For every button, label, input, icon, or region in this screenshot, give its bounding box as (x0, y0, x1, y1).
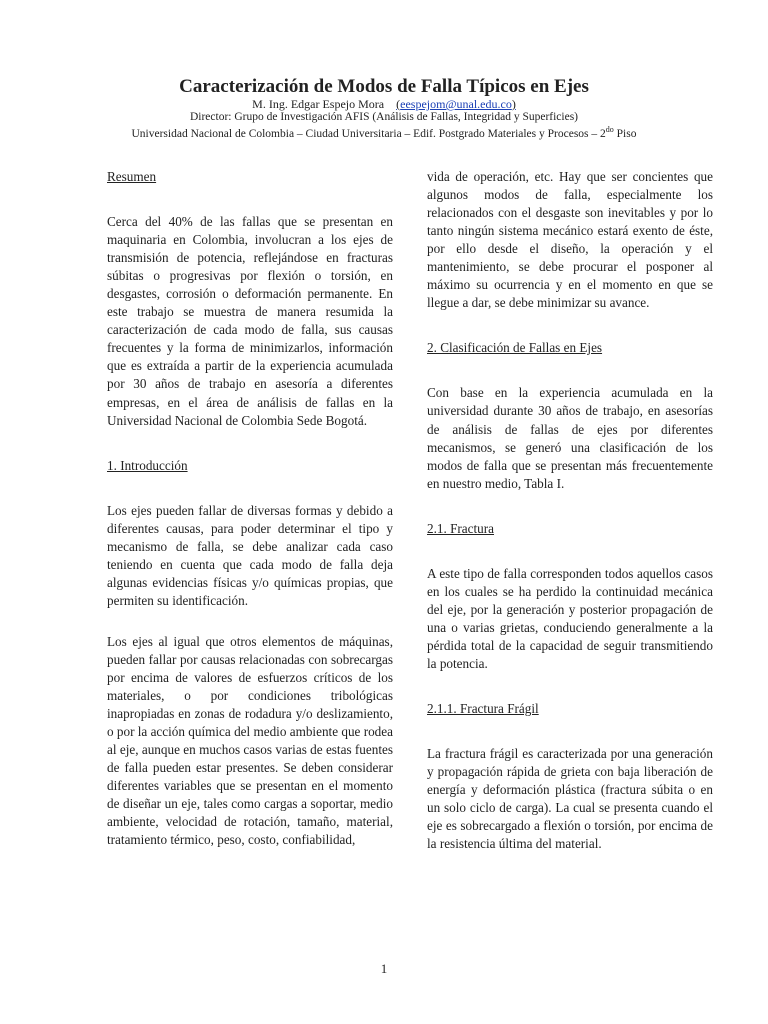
fracture-paragraph: A este tipo de falla corresponden todos aquellos casos en los cuales se ha perdido la continuidad mecánica del eje, por la generación y posterior propagación de una o varias grietas, conduciendo generalmente a la pérdida total de la capacidad de seguir transmitiendo la potencia. (427, 565, 713, 671)
affiliation-end: Piso (613, 127, 637, 140)
director-line: Director: Grupo de Investigación AFIS (Análisis de Fallas, Integridad y Superficies) (189, 111, 579, 123)
continuation-paragraph: vida de operación, etc. Hay que ser concientes que algunos modos de falla, especialmente los relacionados con el desgaste son inevitables y por lo tanto ningún sistema mecánico estará exento de éste, por ello desde el diseño, la operación y el mantenimiento, se debe procurar el posponer al máximo su ocurrencia y en el momento en que se llegue a dar, se debe minimizar su avance. (427, 169, 713, 311)
classification-paragraph: Con base en la experiencia acumulada en la universidad durante 30 años de trabajo, en asesorías de análisis de fallas de ejes por diferentes mecanismos, se generó una clasificación de los modos de falla que se presentan más frecuentemente en nuestro medio, Tabla I. (427, 385, 713, 491)
classification-heading: 2. Clasificación de Fallas en Ejes (427, 340, 603, 356)
author-email-text[interactable]: eespejom@unal.edu.co (400, 97, 512, 111)
fracture-heading: 2.1. Fractura (427, 520, 495, 536)
brittle-fracture-heading: 2.1.1. Fractura Frágil (427, 701, 539, 717)
introduction-paragraph-1: Los ejes pueden fallar de diversas formas y debido a diferentes causas, para poder determinar el tipo y mecanismo de falla, se debe analizar cada caso teniendo en cuenta que cada modo de falla deja algunas evidencias físicas y/o químicas propias, que permiten su identificación. (107, 502, 393, 608)
right-column (427, 168, 713, 869)
affiliation-line (0, 125, 768, 140)
author-email[interactable]: (eespejom@unal.edu.co) (396, 97, 516, 111)
paper-title: Caracterización de Modos de Falla Típicos en Ejes (179, 76, 589, 97)
introduction-paragraph-2: Los ejes al igual que otros elementos de máquinas, pueden fallar por causas relacionadas con sobrecargas por encima de valores de esfuerzos críticos de los materiales, o por condiciones tribológicas inapropiadas en zonas de rodadura y/o deslizamiento, o por la acción química del medio ambiente que rodea al eje, aunque en muchos casos varias de estas fuentes de falla pueden estar presentes. Se deben considerar diferentes variables que se presentan en el momento de diseñar un eje, tales como cargas a soportar, medio ambiente, velocidad de rotación, tamaño, material, tratamiento térmico, peso, costo, confiabilidad, (107, 633, 393, 848)
affiliation-text: Universidad Nacional de Colombia – Ciudad Universitaria – Edif. Postgrado Materiales y Procesos – 2 (131, 127, 606, 140)
author-name: M. Ing. Edgar Espejo Mora (252, 97, 385, 111)
abstract-heading: Resumen (107, 169, 157, 184)
introduction-heading: 1. Introducción (107, 457, 188, 473)
author-line (0, 97, 768, 112)
brittle-fracture-paragraph: La fractura frágil es caracterizada por una generación y propagación rápida de grieta con baja liberación de energía y deformación plástica (fractura súbita o en un solo ciclo de carga). La cual se presenta cuando el eje es sobrecargado a flexión o torsión, por encima de la resistencia última del material. (427, 746, 713, 852)
page-number: 1 (380, 961, 388, 976)
affiliation-superscript: do (605, 125, 614, 134)
abstract-paragraph: Cerca del 40% de las fallas que se presentan en maquinaria en Colombia, involucran a los ejes de transmisión de potencia, reflejándose en fracturas súbitas o progresivas por flexión o torsión, en desgastes, corrosión o deformación permanente. En este trabajo se muestra de manera resumida la caracterización de cada modo de falla, sus causas frecuentes y la forma de minimizarlos, información que es extraída a partir de la experiencia acumulada por 30 años de trabajo en asesoría a diferentes empresas, en el área de análisis de fallas en la Universidad Nacional de Colombia Sede Bogotá. (107, 214, 393, 428)
left-column (107, 168, 393, 866)
